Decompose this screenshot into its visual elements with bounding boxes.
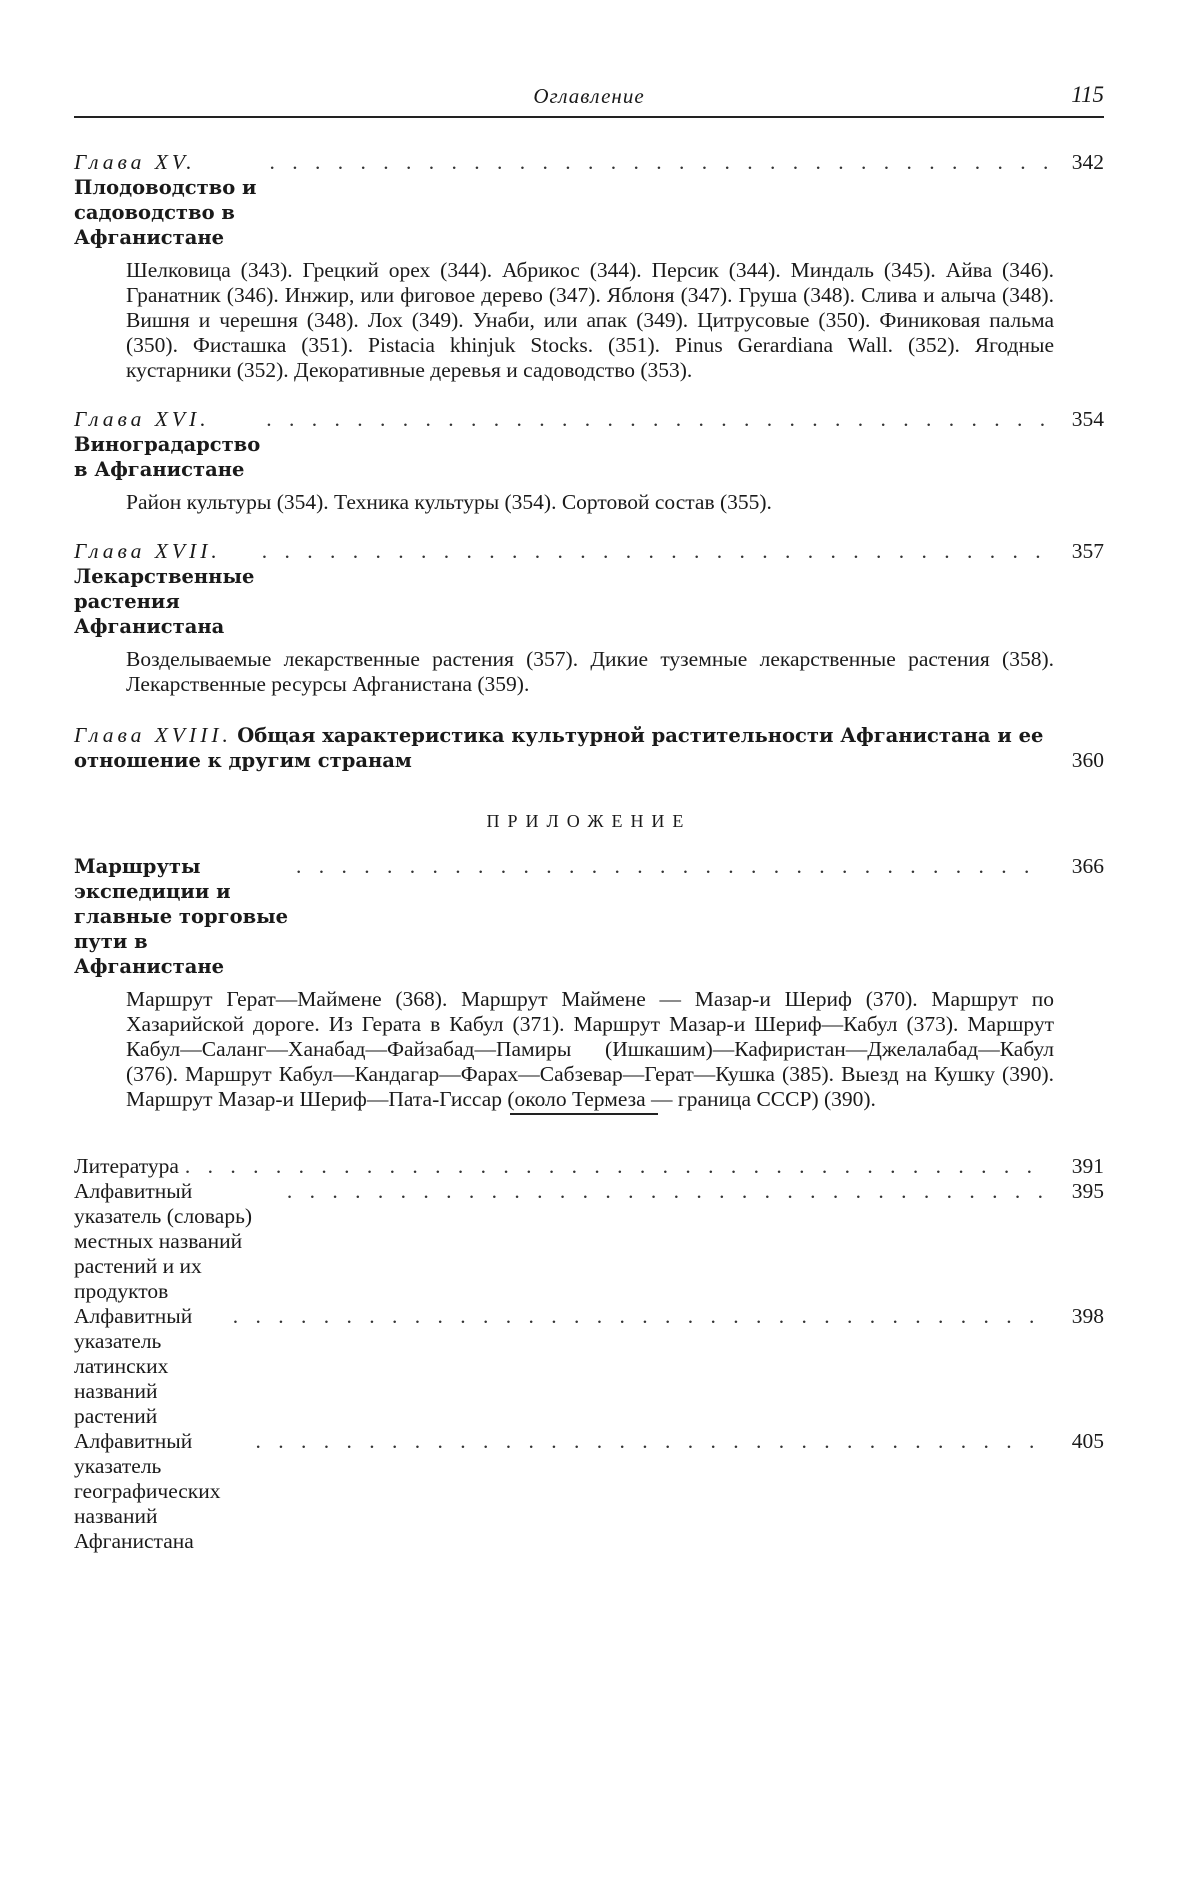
running-head: [74, 80, 1104, 120]
toc-entry-appendix[interactable]: [74, 854, 1104, 1112]
back-matter-page: 405: [1071, 1429, 1104, 1453]
table-of-contents: [74, 150, 1104, 1554]
toc-entry-chapter-16[interactable]: [74, 407, 1104, 515]
leader-dots: [266, 407, 1048, 432]
leader-dots: [296, 854, 1048, 879]
chapter-label: Глава XVIII.: [74, 723, 232, 747]
toc-entry-heading: [74, 723, 1104, 773]
toc-entry-chapter-18[interactable]: [74, 723, 1104, 773]
running-head-title: Оглавление: [533, 84, 645, 108]
back-matter-page: 391: [1071, 1154, 1104, 1178]
chapter-subsections: Возделываемые лекарственные растения (357). Дикие туземные лекарственные растения (358). Лекарственные ресурсы Афганистана (359).: [126, 647, 1054, 696]
chapter-subsections: Шелковица (343). Грецкий орех (344). Абрикос (344). Персик (344). Миндаль (345). Айва (346). Гранатник (346). Инжир, или фиговое дерево (347). Яблоня (347). Груша (348). Слива и алыча (348). Вишня и черешня (348). Лох (349). Унаби, или апак (349). Цитрусовые (350). Финиковая пальма (350). Фисташка (351). Pistacia khinjuk Stocks. (351). Pinus Gerardiana Wall. (352). Ягодные кустарники (352). Декоративные деревья и садоводство (353).: [126, 258, 1054, 382]
chapter-label: Глава XVII.: [74, 539, 221, 563]
leader-dots: [270, 150, 1049, 175]
toc-entry-latin-names-index[interactable]: [74, 1304, 1104, 1429]
chapter-label: Глава XV.: [74, 150, 196, 174]
back-matter-list: [74, 1154, 1104, 1554]
end-rule: [510, 1113, 658, 1115]
leader-dots: [233, 1304, 1048, 1329]
leader-dots: [256, 1429, 1048, 1454]
leader-dots: [185, 1154, 1048, 1179]
toc-entry-chapter-17[interactable]: [74, 539, 1104, 697]
chapter-subsections: Район культуры (354). Техника культуры (354). Сортовой состав (355).: [126, 490, 772, 514]
back-matter-page: 395: [1071, 1179, 1104, 1203]
chapter-title: Виноградарство в Афганистане: [74, 433, 261, 481]
back-matter-title: Алфавитный указатель латинских названий растений: [74, 1304, 193, 1428]
appendix-title: Маршруты экспедиции и главные торговые пути в Афганистане: [74, 855, 289, 978]
toc-entry-heading: [74, 854, 1104, 979]
header-rule: [74, 116, 1104, 118]
toc-entry-geographic-names-index[interactable]: [74, 1429, 1104, 1554]
chapter-label: Глава XVI.: [74, 407, 210, 431]
toc-entry-heading: [74, 539, 1104, 639]
toc-entry-heading: [74, 150, 1104, 250]
chapter-page: 354: [1071, 407, 1104, 431]
chapter-page: 342: [1071, 150, 1104, 174]
back-matter-title: Алфавитный указатель (словарь) местных названий растений и их продуктов: [74, 1179, 253, 1303]
appendix-page: 366: [1071, 854, 1104, 878]
leader-dots: [287, 1179, 1048, 1204]
chapter-title: Общая характеристика культурной растительности Афганистана и ее отношение к другим странам: [74, 724, 1044, 772]
chapter-page: 360: [1071, 748, 1104, 772]
toc-entry-literature[interactable]: [74, 1154, 1104, 1179]
back-matter-page: 398: [1071, 1304, 1104, 1328]
appendix-heading: ПРИЛОЖЕНИЕ: [486, 811, 692, 831]
page-number: 115: [1071, 82, 1104, 107]
toc-entry-chapter-15[interactable]: [74, 150, 1104, 383]
chapter-title: Плодоводство и садоводство в Афганистане: [74, 176, 257, 249]
back-matter-title: Литература: [74, 1154, 179, 1178]
toc-entry-local-names-index[interactable]: [74, 1179, 1104, 1304]
chapter-title: Лекарственные растения Афганистана: [74, 565, 255, 638]
toc-entry-heading: [74, 407, 1104, 482]
leader-dots: [262, 539, 1048, 564]
chapter-page: 357: [1071, 539, 1104, 563]
appendix-subsections: Маршрут Герат—Маймене (368). Маршрут Маймене — Мазар-и Шериф (370). Маршрут по Хазарийской дороге. Из Герата в Кабул (371). Маршрут Мазар-и Шериф—Кабул (373). Маршрут Кабул—Саланг—Ханабад—Файзабад—Памиры (Ишкашим)—Кафиристан—Джелалабад—Кабул (376). Маршрут Кабул—Кандагар—Фарах—Сабзевар—Герат—Кушка (385). Выезд на Кушку (390). Маршрут Мазар-и Шериф—Пата-Гиссар (около Термеза — граница СССР) (390).: [126, 987, 1054, 1111]
back-matter-title: Алфавитный указатель географических названий Афганистана: [74, 1429, 221, 1553]
